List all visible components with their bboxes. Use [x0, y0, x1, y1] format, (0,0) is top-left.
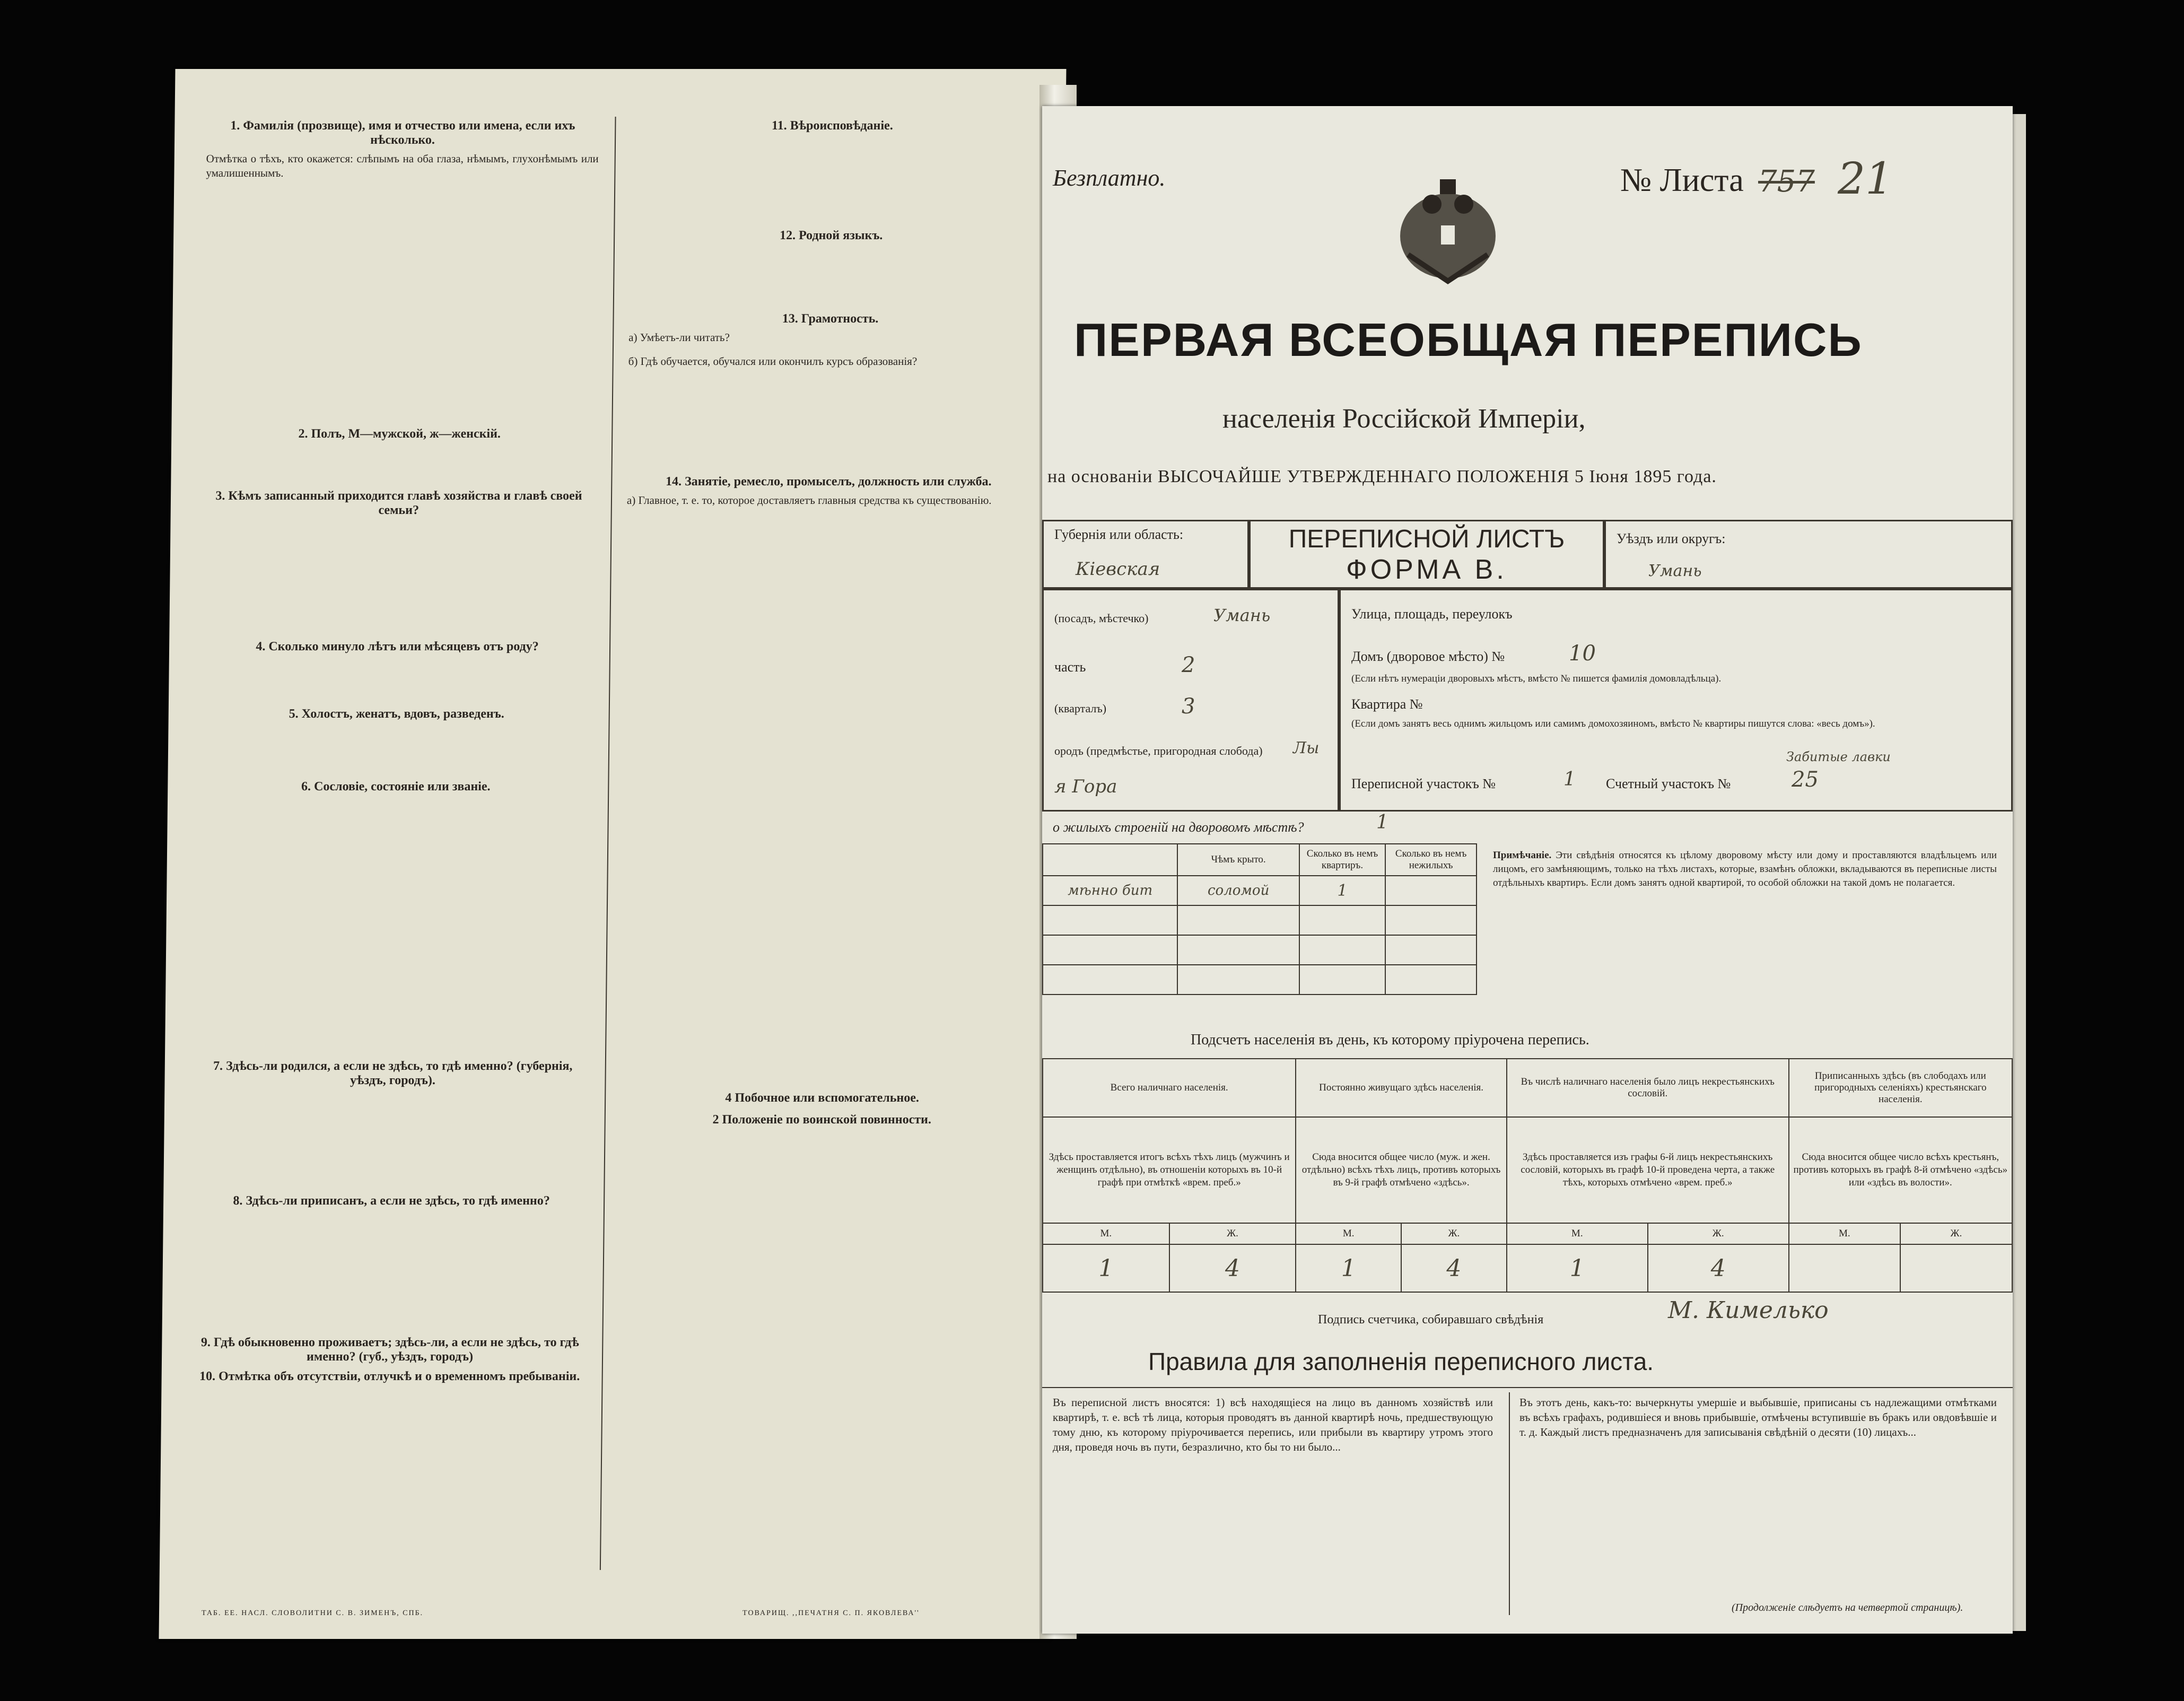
guberniya-label: Губернія или область: — [1054, 527, 1184, 542]
part-label: часть — [1054, 659, 1086, 675]
instr-item-13b: б) Гдѣ обучается, обучался или окончилъ курсъ образованія? — [628, 355, 918, 368]
form-variant: ФОРМА В. — [1346, 554, 1507, 585]
instr-item-11: 11. Вѣроисповѣданіе. — [771, 119, 893, 133]
mf-4: М. — [1507, 1223, 1648, 1244]
rules-column-divider — [1509, 1392, 1510, 1615]
podschet-desc-1: Сюда вносится общее число (муж. и жен. отдѣльно) всѣхъ тѣхъ лицъ, противъ которыхъ въ 9-й графѣ отмѣчено «здѣсь». — [1296, 1117, 1506, 1223]
sheet-number-label: № Листа — [1620, 162, 1744, 198]
sheet-number-value: 757 — [1758, 164, 1815, 199]
dom-label: Домъ (дворовое мѣсто) № — [1351, 649, 1505, 664]
posad-value: Умань — [1213, 605, 1271, 625]
mf-5: Ж. — [1648, 1223, 1789, 1244]
count-0: 1 — [1043, 1244, 1169, 1292]
census-title: ПЕРВАЯ ВСЕОБЩАЯ ПЕРЕПИСЬ — [1074, 313, 1863, 366]
count-3: 4 — [1401, 1244, 1507, 1292]
corner-number: 21 — [1838, 154, 1893, 204]
kvartal-value: 3 — [1182, 694, 1195, 719]
instr-item-12: 12. Родной языкъ. — [779, 229, 883, 242]
rules-column-1: Въ переписной листъ вносятся: 1) всѣ находящіеся на лицо въ данномъ хозяйствѣ или квартирѣ, т. е. всѣ тѣ лица, которыя проводятъ въ данной квартирѣ ночь, предшествующую тому дню, къ которому пріурочивается перепись, или прибыли въ квартиру утромъ этого дня, проведя ночь въ пути, безразлично, кто бы то ни было... — [1053, 1396, 1493, 1453]
kvartira-label: Квартира № — [1351, 696, 1423, 712]
instr-item-6: 6. Сословіе, состояніе или званіе. — [301, 780, 491, 793]
mf-3: Ж. — [1401, 1223, 1507, 1244]
podschet-col-3: Приписанныхъ здѣсь (въ слободахъ или пригородныхъ селеніяхъ) крестьянскаго населенія. — [1789, 1059, 2012, 1117]
count-6 — [1789, 1244, 1900, 1292]
instr-item-13: 13. Грамотность. — [782, 312, 879, 326]
structures-header-0 — [1043, 844, 1177, 876]
street-label: Улица, площадь, переулокъ — [1351, 606, 1513, 622]
uezd-box — [1604, 520, 2013, 589]
instr-item-1-note: Отмѣтка о тѣхъ, кто окажется: слѣпымъ на оба глаза, нѣмымъ, глухонѣмымъ или умалишеннымъ. — [206, 152, 599, 179]
count-5: 4 — [1648, 1244, 1789, 1292]
schetny-label: Счетный участокъ № — [1606, 776, 1731, 791]
instr-item-7: 7. Здѣсь-ли родился, а если не здѣсь, то гдѣ именно? (губернія, уѣздъ, городъ). — [213, 1059, 573, 1087]
address-left-box — [1042, 589, 1339, 812]
structures-header-3: Сколько въ немъ нежилыхъ — [1385, 844, 1477, 876]
instr-item-14: 14. Занятіе, ремесло, промыселъ, должность или служба. — [665, 475, 992, 489]
podschet-col-0: Всего наличнаго населенія. — [1043, 1059, 1296, 1117]
stroeniy-value: 1 — [1376, 812, 1388, 833]
mf-6: М. — [1789, 1223, 1900, 1244]
stroeniy-label: о жилыхъ строеній на дворовомъ мѣстѣ? — [1053, 819, 1304, 835]
uezd-value: Умань — [1648, 562, 1702, 580]
podschet-desc-3: Сюда вносится общее число всѣхъ крестьянъ, противъ которыхъ въ графѣ 8-й отмѣчено «здѣсь» или «здѣсь въ волости». — [1789, 1117, 2012, 1223]
podschet-desc-2: Здѣсь проставляется изъ графы 6-й лицъ некрестьянскихъ сословій, которыхъ въ графѣ 10-й проведена черта, а также тѣхъ, которыхъ отмѣчено «врем. преб.» — [1507, 1117, 1789, 1223]
dom-note: (Если нѣтъ нумераціи дворовыхъ мѣстъ, вмѣсто № пишется фамилія домовладѣльца). — [1351, 673, 1722, 684]
note-block — [1493, 849, 1997, 890]
rules-column-2: Въ этотъ день, какъ-то: вычеркнуты умершіе и выбывшіе, приписаны съ надлежащими отмѣтками въ всѣхъ графахъ, родившіеся и вновь прибывшіе, отмѣчены вступившіе въ бракъ или овдовѣвшіе и т. д. Каждый листъ предназначенъ для записыванія свѣдѣній о десяти (10) лицахъ... — [1519, 1396, 1997, 1438]
podschet-col-1: Постоянно живущаго здѣсь населенія. — [1296, 1059, 1506, 1117]
instr-item-1: 1. Фамилія (прозвище), имя и отчество или имена, если ихъ нѣсколько. — [230, 119, 575, 147]
instructions-column-2 — [615, 111, 1034, 1597]
instr-item-5: 5. Холостъ, женатъ, вдовъ, разведенъ. — [289, 707, 504, 721]
prigorod-label: ородъ (предмѣстье, пригородная слобода) — [1054, 744, 1263, 757]
gora-value: я Гора — [1054, 776, 1117, 797]
structure-nonresidential — [1385, 876, 1477, 905]
structure-material: мѣнно бит — [1043, 876, 1177, 905]
count-2: 1 — [1296, 1244, 1401, 1292]
count-7 — [1900, 1244, 2012, 1292]
prigorod-value: Лы — [1293, 739, 1320, 757]
part-value: 2 — [1182, 653, 1195, 677]
signature-value: М. Кимелько — [1668, 1297, 1829, 1324]
uchastok-value: 1 — [1563, 769, 1576, 790]
instr-item-8: 8. Здѣсь-ли приписанъ, а если не здѣсь, то гдѣ именно? — [233, 1194, 550, 1208]
instr-item-14a: а) Главное, т. е. то, которое доставляетъ главныя средства къ существованію. — [626, 494, 992, 507]
column-divider — [600, 117, 616, 1570]
note-title: Примѣчаніе. — [1493, 850, 1552, 861]
structures-header-1: Чѣмъ крыто. — [1177, 844, 1299, 876]
population-table — [1042, 1058, 2013, 1293]
mf-1: Ж. — [1169, 1223, 1296, 1244]
rules-title: Правила для заполненія переписного листа. — [1148, 1348, 1654, 1375]
form-title: ПЕРЕПИСНОЙ ЛИСТЪ — [1288, 525, 1565, 553]
kvartira-value: Забитые лавки — [1786, 749, 1891, 764]
mf-2: М. — [1296, 1223, 1401, 1244]
signature-label: Подпись счетчика, собиравшаго свѣдѣнія — [1318, 1313, 1544, 1327]
rules-continued: (Продолженіе слѣдуетъ на четвертой страницѣ). — [1732, 1602, 1963, 1613]
free-label: Безплатно. — [1053, 165, 1166, 191]
structures-header-2: Сколько въ немъ квартиръ. — [1299, 844, 1385, 876]
podschet-desc-0: Здѣсь проставляется итогъ всѣхъ тѣхъ лицъ (мужчинъ и женщинъ отдѣльно), въ отношеніи которыхъ въ 10-й графѣ при отмѣткѣ «врем. преб.» — [1043, 1117, 1296, 1223]
kvartal-label: (кварталъ) — [1054, 702, 1107, 715]
posad-label: (посадъ, мѣстечко) — [1054, 612, 1149, 625]
instr-body-text — [206, 190, 598, 204]
uchastok-label: Переписной участокъ № — [1351, 776, 1496, 791]
rules-divider — [1042, 1387, 2013, 1388]
imprint-right: ТОВАРИЩ. ,,ПЕЧАТНЯ С. П. ЯКОВЛЕВА'' — [742, 1609, 920, 1617]
instr-item-2: 2. Полъ, М—мужской, ж—женскій. — [298, 427, 501, 441]
uezd-label: Уѣздъ или округъ: — [1617, 531, 1726, 546]
census-subtitle: населенія Россійской Имперіи, — [1222, 404, 1586, 434]
right-page-census-form — [1042, 106, 2013, 1634]
kvartira-note: (Если домъ занятъ весь однимъ жильцомъ или самимъ домохозяиномъ, вмѣсто № квартиры пишутся слова: «весь домъ»). — [1351, 718, 1875, 729]
instr-item-13a: а) Умѣетъ-ли читать? — [628, 331, 730, 344]
mf-7: Ж. — [1900, 1223, 2012, 1244]
count-1: 4 — [1169, 1244, 1296, 1292]
imprint-left: ТАБ. ЕЕ. НАСЛ. СЛОВОЛИТНИ С. В. ЗИМЕНЪ, СПБ. — [201, 1609, 424, 1617]
instr-item-10: 10. Отмѣтка объ отсутствіи, отлучкѣ и о временномъ пребываніи. — [199, 1369, 580, 1383]
instr-item-9: 9. Гдѣ обыкновенно проживаетъ; здѣсь-ли, а если не здѣсь, то гдѣ именно? (губ., уѣздъ, городъ) — [200, 1336, 579, 1364]
imperial-eagle-emblem — [1392, 175, 1504, 286]
instr-item-14-secondary: 4 Побочное или вспомогательное. — [725, 1091, 920, 1105]
schetny-value: 25 — [1792, 767, 1819, 792]
podschet-col-2: Въ числѣ наличнаго населенія было лицъ некрестьянскихъ сословій. — [1507, 1059, 1789, 1117]
form-title-box — [1249, 520, 1604, 589]
instr-item-4: 4. Сколько минуло лѣтъ или мѣсяцевъ отъ роду? — [256, 640, 539, 653]
podschet-title: Подсчетъ населенія въ день, къ которому пріурочена перепись. — [1191, 1032, 1589, 1048]
instructions-column-1 — [191, 111, 599, 1597]
note-text: Эти свѣдѣнія относятся къ цѣлому дворовому мѣсту или дому и проставляются владѣльцемъ или лицомъ, его замѣняющимъ, только на тѣхъ листахъ, которые, взамѣнъ обложки, вкладываются въ переписные листы отдѣльныхъ квартиръ. Если домъ занятъ одной квартирой, то особой обложки на такой домъ не полагается. — [1493, 850, 1997, 888]
dom-value: 10 — [1569, 641, 1596, 666]
instr-item-military: 2 Положеніе по воинской повинности. — [712, 1113, 932, 1127]
structures-table — [1042, 843, 1477, 995]
count-4: 1 — [1507, 1244, 1648, 1292]
structure-roof: соломой — [1177, 876, 1299, 905]
left-page-instructions — [159, 69, 1067, 1639]
regulation-line: на основаніи ВЫСОЧАЙШЕ УТВЕРЖДЕННАГО ПОЛОЖЕНІЯ 5 Іюня 1895 года. — [1047, 467, 1717, 486]
mf-0: М. — [1043, 1223, 1169, 1244]
guberniya-value: Кіевская — [1076, 559, 1160, 580]
address-right-box — [1339, 589, 2013, 812]
instr-item-3: 3. Кѣмъ записанный приходится главѣ хозяйства и главѣ своей семьи? — [215, 489, 582, 517]
guberniya-box — [1042, 520, 1249, 589]
structure-apartments: 1 — [1299, 876, 1385, 905]
